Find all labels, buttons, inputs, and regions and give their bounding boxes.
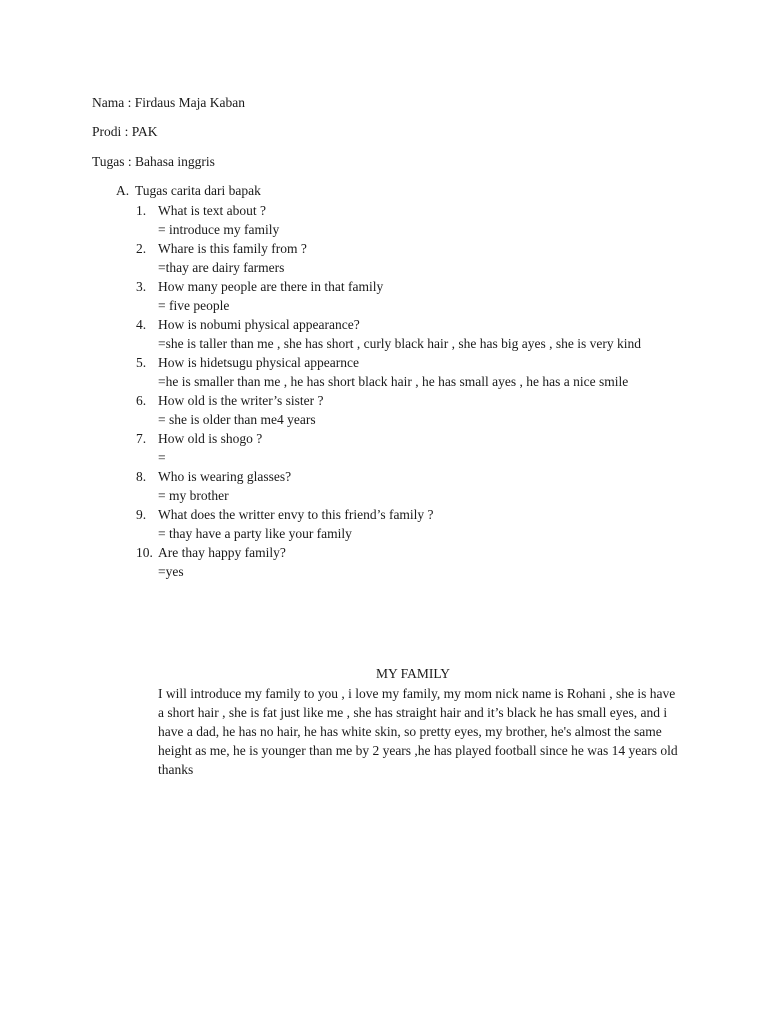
question-item (136, 543, 676, 581)
question-list (136, 201, 676, 581)
tugas-line: Tugas : Bahasa inggris (92, 154, 215, 169)
question-number: 9. (136, 507, 147, 522)
answer-text: = introduce my family (158, 222, 280, 237)
answer-text: = she is older than me4 years (158, 412, 316, 427)
answer-text: =she is taller than me , she has short , curly black hair , she has big ayes , she is very kind (158, 336, 642, 351)
question-text: Who is wearing glasses? (158, 469, 292, 484)
question-number: 1. (136, 203, 147, 218)
question-number: 5. (136, 355, 147, 370)
section-title: Tugas carita dari bapak (135, 183, 261, 198)
question-number: 3. (136, 279, 147, 294)
question-number: 10. (136, 545, 153, 560)
question-number: 6. (136, 393, 147, 408)
answer-text: =he is smaller than me , he has short black hair , he has small ayes , he has a nice smile (158, 374, 629, 389)
question-item (136, 391, 676, 429)
question-item (136, 239, 676, 277)
section-letter: A. (116, 183, 130, 198)
question-number: 4. (136, 317, 147, 332)
question-number: 7. (136, 431, 147, 446)
answer-text: = five people (158, 298, 230, 313)
question-item (136, 505, 676, 543)
question-text: Are thay happy family? (158, 545, 286, 560)
question-number: 8. (136, 469, 147, 484)
prodi-line: Prodi : PAK (92, 124, 158, 139)
question-text: How is nobumi physical appearance? (158, 317, 360, 332)
question-item (136, 315, 676, 353)
question-item (136, 467, 676, 505)
question-text: What does the writter envy to this friend’s family ? (158, 507, 434, 522)
question-number: 2. (136, 241, 147, 256)
question-text: How old is shogo ? (158, 431, 263, 446)
question-text: How is hidetsugu physical appearnce (158, 355, 359, 370)
answer-text: = thay have a party like your family (158, 526, 352, 541)
answer-text: = my brother (158, 488, 229, 503)
section-heading (116, 181, 261, 200)
name-line: Nama : Firdaus Maja Kaban (92, 95, 245, 110)
essay-body: I will introduce my family to you , i love my family, my mom nick name is Rohani , she is have a short hair , she is fat just like me , she has straight hair and it’s black he has small eyes, and i have a dad, he has no hair, he has white skin, so pretty eyes, my brother, he's almost the same height as me, he is younger than me by 2 years ,he has played football since he was 14 years old thanks (158, 686, 678, 777)
question-item (136, 353, 676, 391)
question-text: How many people are there in that family (158, 279, 384, 294)
question-item (136, 201, 676, 239)
answer-text: =yes (158, 564, 184, 579)
question-item (136, 277, 676, 315)
answer-text: =thay are dairy farmers (158, 260, 285, 275)
question-text: What is text about ? (158, 203, 266, 218)
question-text: Whare is this family from ? (158, 241, 307, 256)
question-text: How old is the writer’s sister ? (158, 393, 324, 408)
answer-text: = (158, 450, 166, 465)
question-item (136, 429, 676, 467)
essay-title: MY FAMILY (376, 666, 451, 681)
